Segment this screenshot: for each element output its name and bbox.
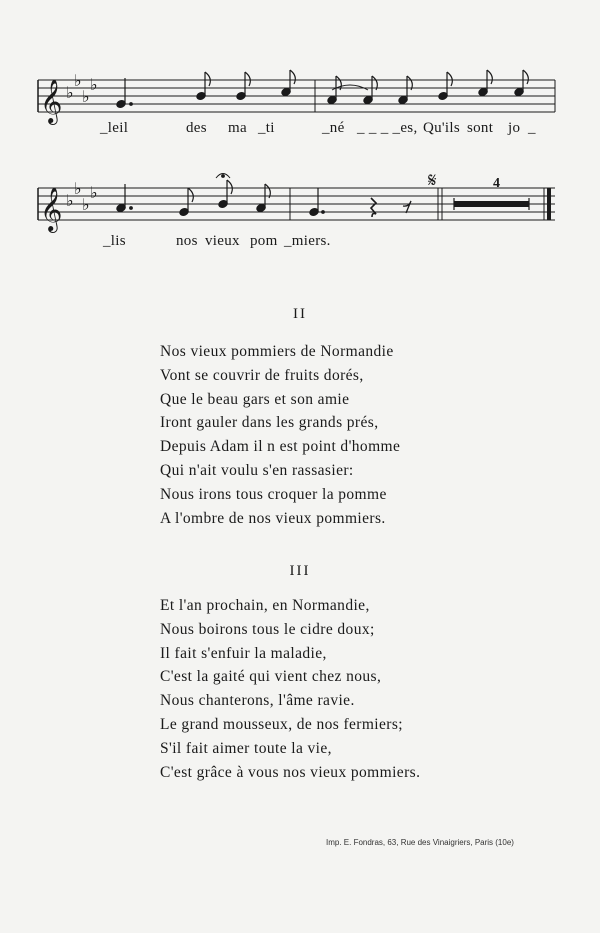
verse-line: Nos vieux pommiers de Normandie	[160, 343, 394, 360]
lyric-syllable: sont	[467, 120, 494, 136]
verse-line: S'il fait aimer toute la vie,	[160, 739, 332, 757]
verse-line: Nous chanterons, l'âme ravie.	[160, 692, 355, 710]
lyric-syllable: _leil	[100, 120, 129, 136]
verse-line: Qui n'ait voulu s'en rassasier:	[160, 461, 354, 479]
verse-line: Depuis Adam il n est point d'homme	[160, 438, 401, 456]
lyric-syllable: _lis	[103, 233, 126, 249]
lyric-syllable: vieux	[205, 233, 240, 249]
lyric-syllable: jo	[508, 120, 521, 136]
lyric-syllable: des	[186, 120, 207, 136]
treble-clef-icon: 𝄞	[40, 187, 63, 231]
svg-text:♭: ♭	[66, 191, 74, 210]
treble-clef-icon: 𝄞	[40, 79, 63, 123]
lyric-syllable: _né	[322, 120, 345, 136]
lyric-syllable: Qu'ils	[423, 120, 461, 136]
verse-line: C'est la gaité qui vient chez nous,	[160, 668, 382, 686]
verse-line: Iront gauler dans les grands prés,	[160, 414, 379, 432]
stanza-text	[160, 594, 420, 784]
verse-line: Nous boirons tous le cidre doux;	[160, 620, 375, 638]
svg-text:♭: ♭	[66, 83, 74, 102]
lyric-syllable: _ti	[258, 120, 275, 136]
verse-line: Il fait s'enfuir la maladie,	[160, 644, 327, 662]
segno-icon: 𝄋	[428, 168, 437, 192]
stanza-text	[160, 340, 400, 530]
lyric-syllable: _ _ _ _es,	[357, 120, 418, 136]
system2-notes	[116, 174, 529, 218]
lyric-syllable: _	[528, 120, 536, 136]
stanza-heading: II	[293, 306, 307, 322]
verse-line: Le grand mousseux, de nos fermiers;	[160, 715, 403, 733]
verse-line: A l'ombre de nos vieux pommiers.	[160, 509, 386, 527]
multirest-count: 4	[493, 176, 500, 191]
verse-line: Que le beau gars et son amie	[160, 390, 350, 408]
stanza-heading: III	[289, 563, 311, 579]
lyric-syllable: ma	[228, 120, 247, 136]
svg-text:♭: ♭	[90, 183, 98, 202]
printer-imprint: Imp. E. Fondras, 63, Rue des Vinaigriers, Paris (10e)	[326, 838, 514, 847]
svg-text:♭: ♭	[82, 195, 90, 214]
system1-notes	[116, 70, 528, 108]
verse-line: Nous irons tous croquer la pomme	[160, 485, 387, 503]
verse-line: Vont se couvrir de fruits dorés,	[160, 366, 364, 384]
svg-text:♭: ♭	[82, 87, 90, 106]
svg-text:♭: ♭	[74, 179, 82, 198]
svg-text:♭: ♭	[90, 75, 98, 94]
verse-line: Et l'an prochain, en Normandie,	[160, 597, 370, 614]
svg-text:♭: ♭	[74, 71, 82, 90]
verse-line: C'est grâce à vous nos vieux pommiers.	[160, 763, 421, 781]
lyric-syllable: nos	[176, 233, 198, 249]
key-signature-flats	[66, 71, 98, 214]
lyric-syllable: _miers.	[284, 233, 331, 249]
lyric-syllable: pom	[250, 233, 278, 249]
